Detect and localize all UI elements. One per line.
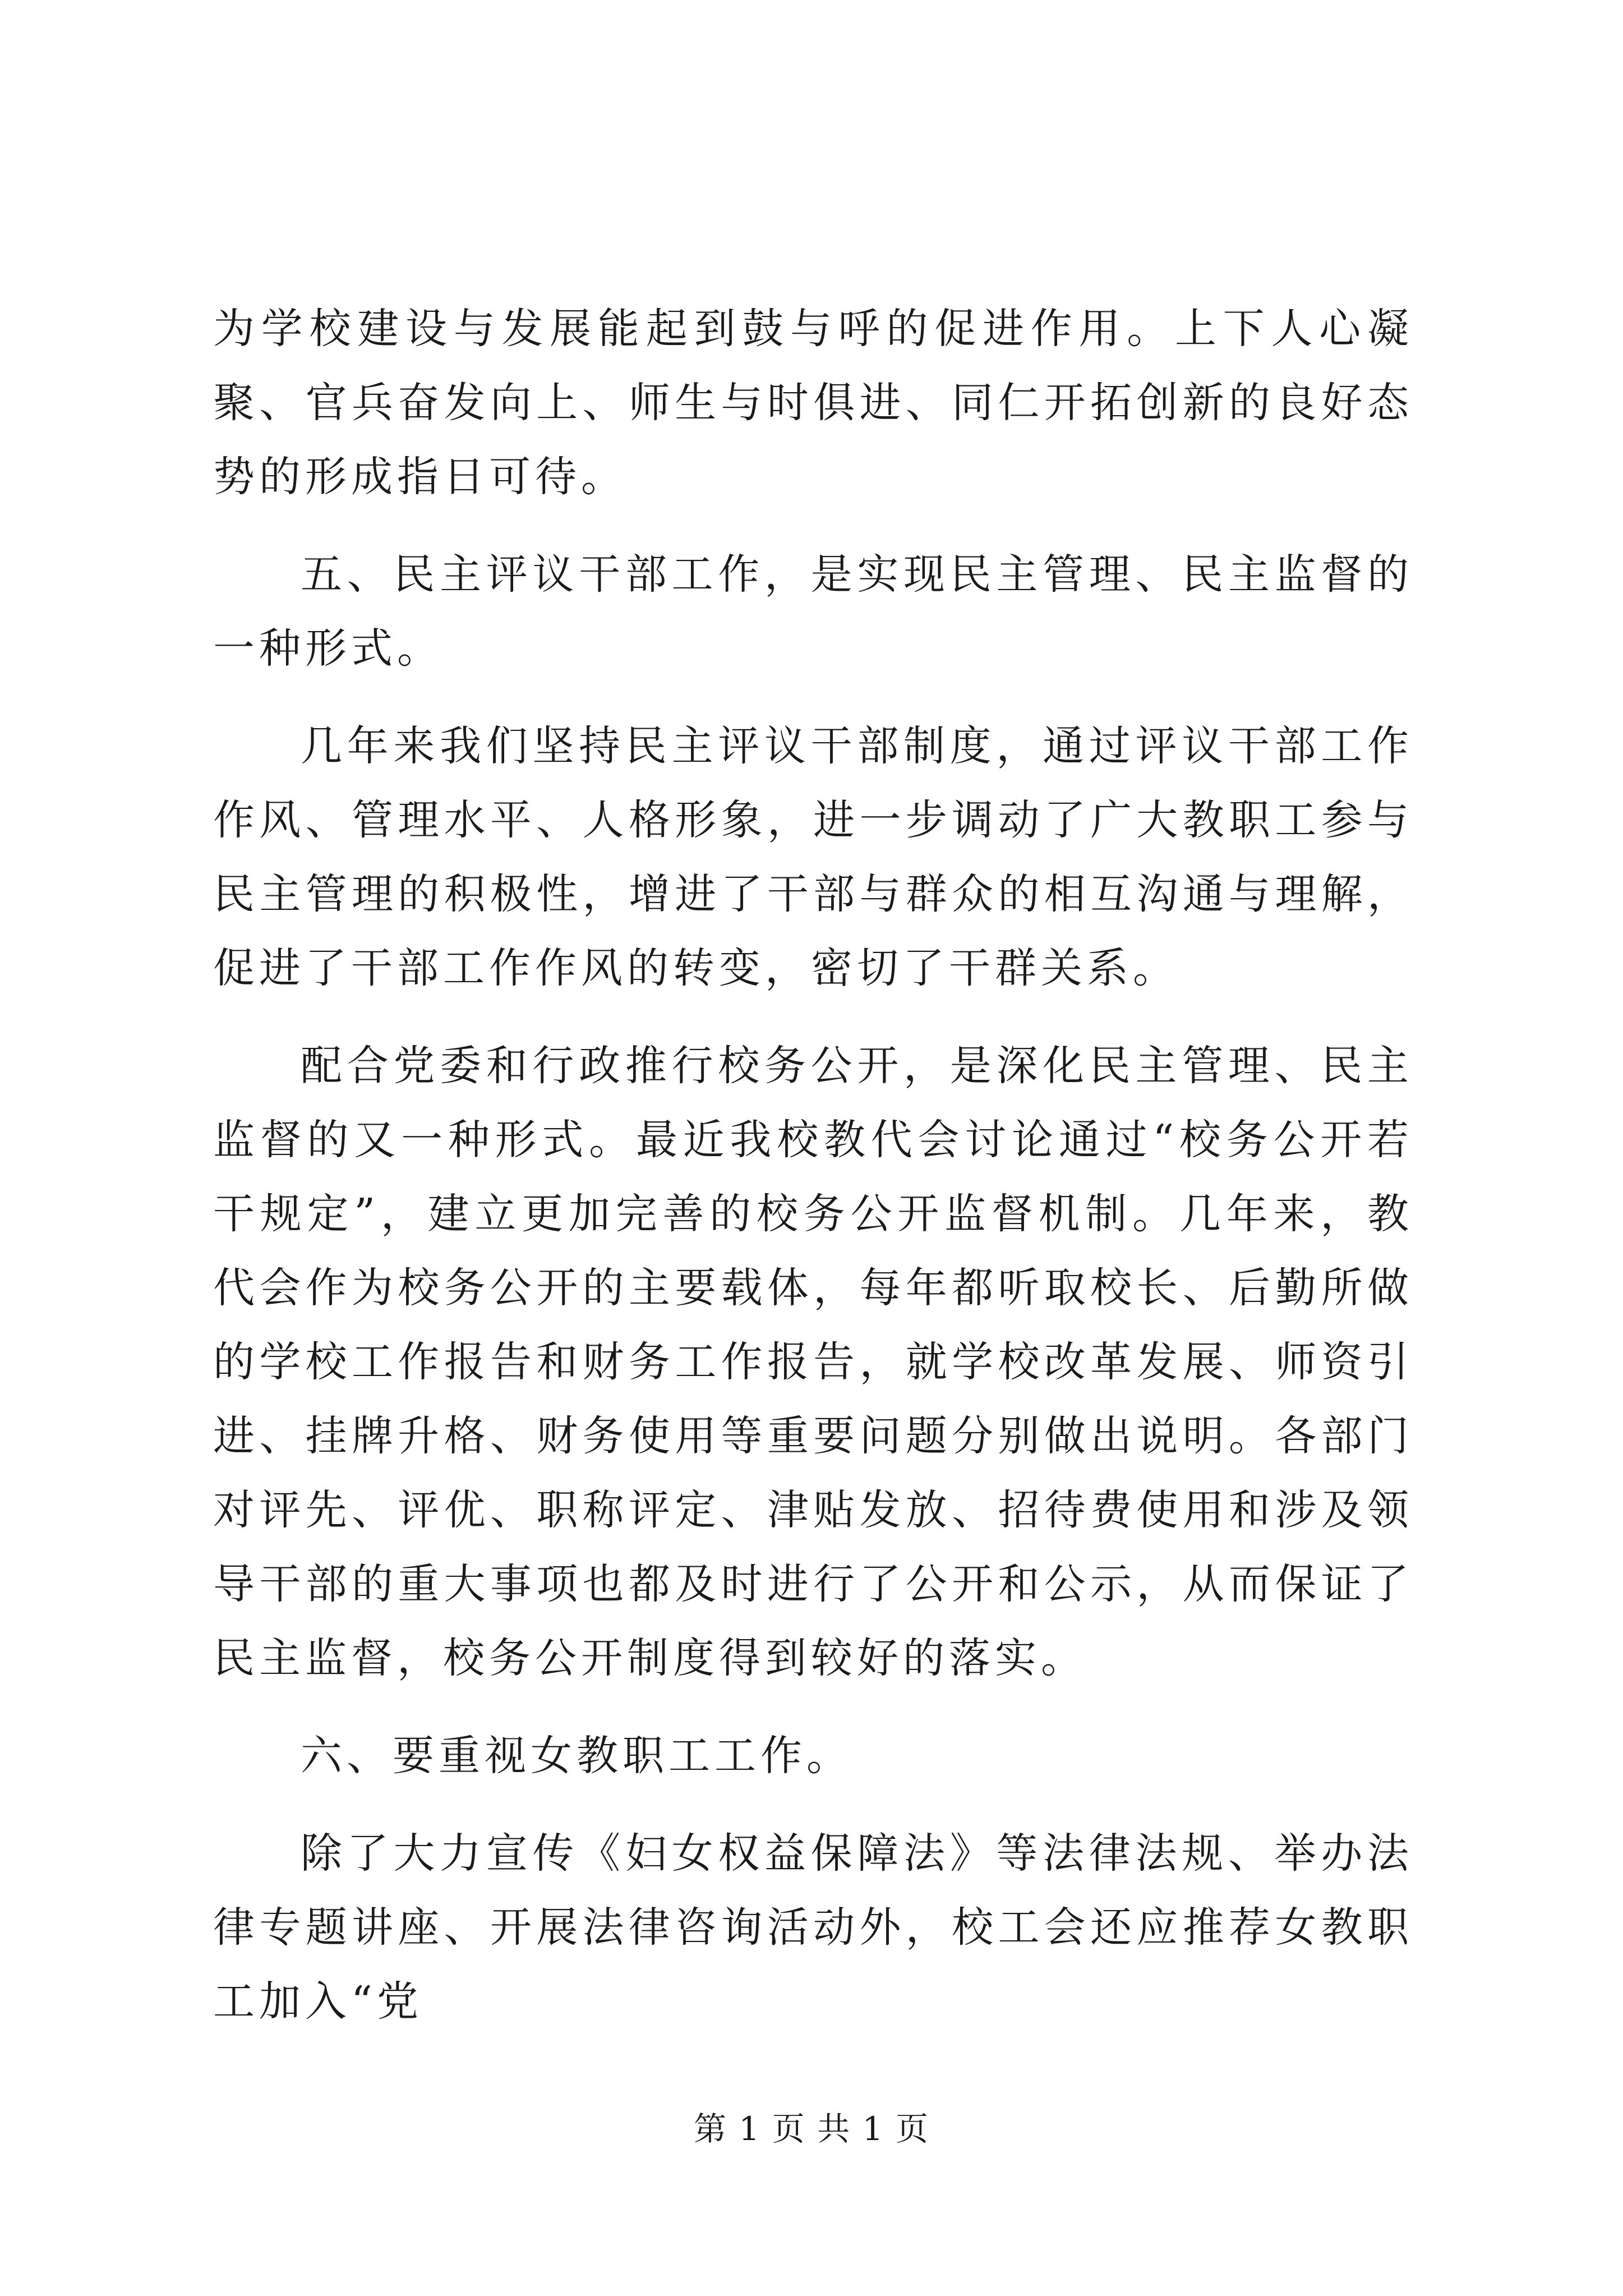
- paragraph: 几年来我们坚持民主评议干部制度，通过评议干部工作作风、管理水平、人格形象，进一步调动了广大教职工参与民主管理的积极性，增进了干部与群众的相互沟通与理解，促进了干部工作作风的转变，密切了干群关系。: [213, 722, 1413, 992]
- page-footer: 第 1 页 共 1 页: [694, 2110, 929, 2148]
- paragraph: 为学校建设与发展能起到鼓与呼的促进作用。上下人心凝聚、官兵奋发向上、师生与时俱进、同仁开拓创新的良好态势的形成指日可待。: [213, 305, 1413, 501]
- paragraph: 六、要重视女教职工工作。: [301, 1732, 852, 1780]
- paragraph: 五、民主评议干部工作，是实现民主管理、民主监督的一种形式。: [213, 550, 1413, 673]
- document-body: [213, 292, 1413, 2062]
- paragraph: 除了大力宣传《妇女权益保障法》等法律法规、举办法律专题讲座、开展法律咨询活动外，校工会还应推荐女教职工加入“党: [213, 1829, 1413, 2026]
- paragraph: 配合党委和行政推行校务公开，是深化民主管理、民主监督的又一种形式。最近我校教代会讨论通过“校务公开若干规定”，建立更加完善的校务公开监督机制。几年来，教代会作为校务公开的主要载体，每年都听取校长、后勤所做的学校工作报告和财务工作报告，就学校改革发展、师资引进、挂牌升格、财务使用等重要问题分别做出说明。各部门对评先、评优、职称评定、津贴发放、招待费使用和涉及领导干部的重大事项也都及时进行了公开和公示，从而保证了民主监督，校务公开制度得到较好的落实。: [213, 1042, 1413, 1682]
